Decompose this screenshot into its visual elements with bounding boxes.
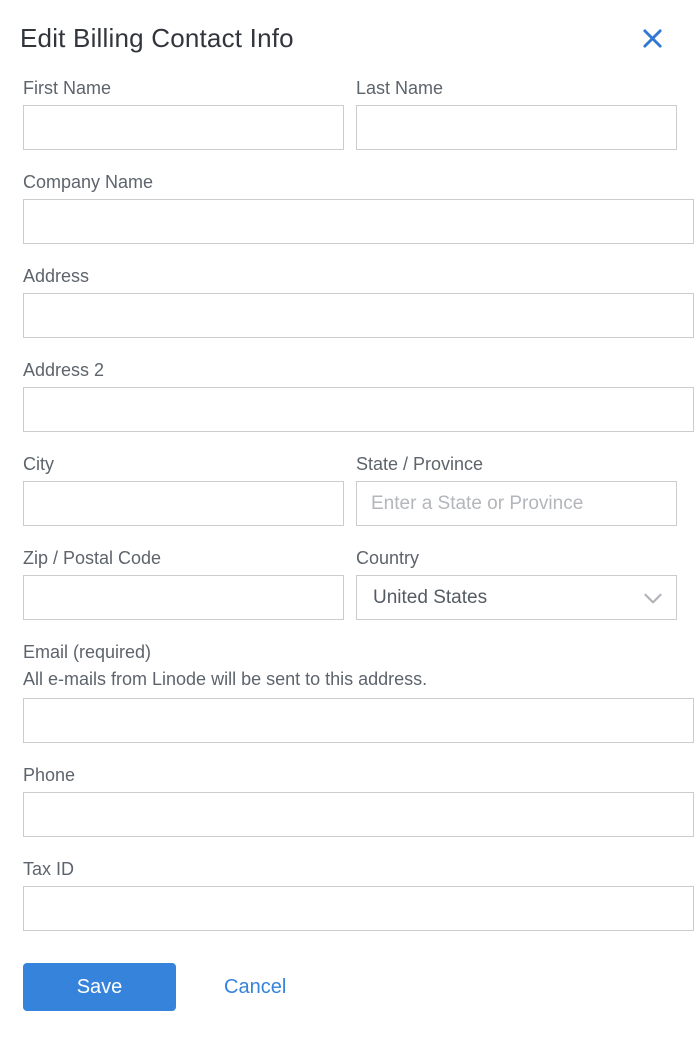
billing-contact-form	[0, 78, 694, 1011]
first-name-group	[23, 78, 344, 150]
city-group	[23, 454, 344, 526]
name-row	[23, 78, 694, 150]
address2-group	[23, 360, 694, 432]
address2-label: Address 2	[23, 360, 105, 380]
first-name-input[interactable]	[23, 105, 344, 150]
close-icon	[641, 27, 664, 50]
phone-label: Phone	[23, 765, 76, 785]
address-input[interactable]	[23, 293, 694, 338]
phone-input[interactable]	[23, 792, 694, 837]
country-label: Country	[356, 548, 420, 568]
dialog-header	[0, 0, 694, 54]
chevron-down-icon	[640, 585, 666, 611]
country-select[interactable]	[356, 575, 677, 620]
cancel-button[interactable]: Cancel	[224, 975, 287, 998]
last-name-label: Last Name	[356, 78, 444, 98]
email-helper-text: All e-mails from Linode will be sent to this address.	[23, 669, 428, 689]
page-title: Edit Billing Contact Info	[20, 23, 294, 53]
city-state-row	[23, 454, 694, 526]
city-label: City	[23, 454, 54, 474]
city-input[interactable]	[23, 481, 344, 526]
state-group	[356, 454, 677, 526]
company-name-group	[23, 172, 694, 244]
last-name-group	[356, 78, 677, 150]
zip-country-row	[23, 548, 694, 620]
state-input[interactable]	[356, 481, 677, 526]
country-group	[356, 548, 677, 620]
last-name-input[interactable]	[356, 105, 677, 150]
company-name-input[interactable]	[23, 199, 694, 244]
email-group	[23, 642, 694, 743]
dialog-actions	[23, 963, 694, 1011]
phone-group	[23, 765, 694, 837]
tax-id-input[interactable]	[23, 886, 694, 931]
state-label: State / Province	[356, 454, 484, 474]
address-group	[23, 266, 694, 338]
tax-id-label: Tax ID	[23, 859, 75, 879]
save-button[interactable]: Save	[23, 963, 176, 1011]
company-name-label: Company Name	[23, 172, 154, 192]
zip-input[interactable]	[23, 575, 344, 620]
email-label: Email (required)	[23, 642, 152, 662]
tax-id-group	[23, 859, 694, 931]
address-label: Address	[23, 266, 90, 286]
zip-label: Zip / Postal Code	[23, 548, 162, 568]
country-selected-value: United States	[373, 586, 488, 608]
address2-input[interactable]	[23, 387, 694, 432]
zip-group	[23, 548, 344, 620]
first-name-label: First Name	[23, 78, 112, 98]
close-button[interactable]	[639, 25, 666, 52]
email-input[interactable]	[23, 698, 694, 743]
